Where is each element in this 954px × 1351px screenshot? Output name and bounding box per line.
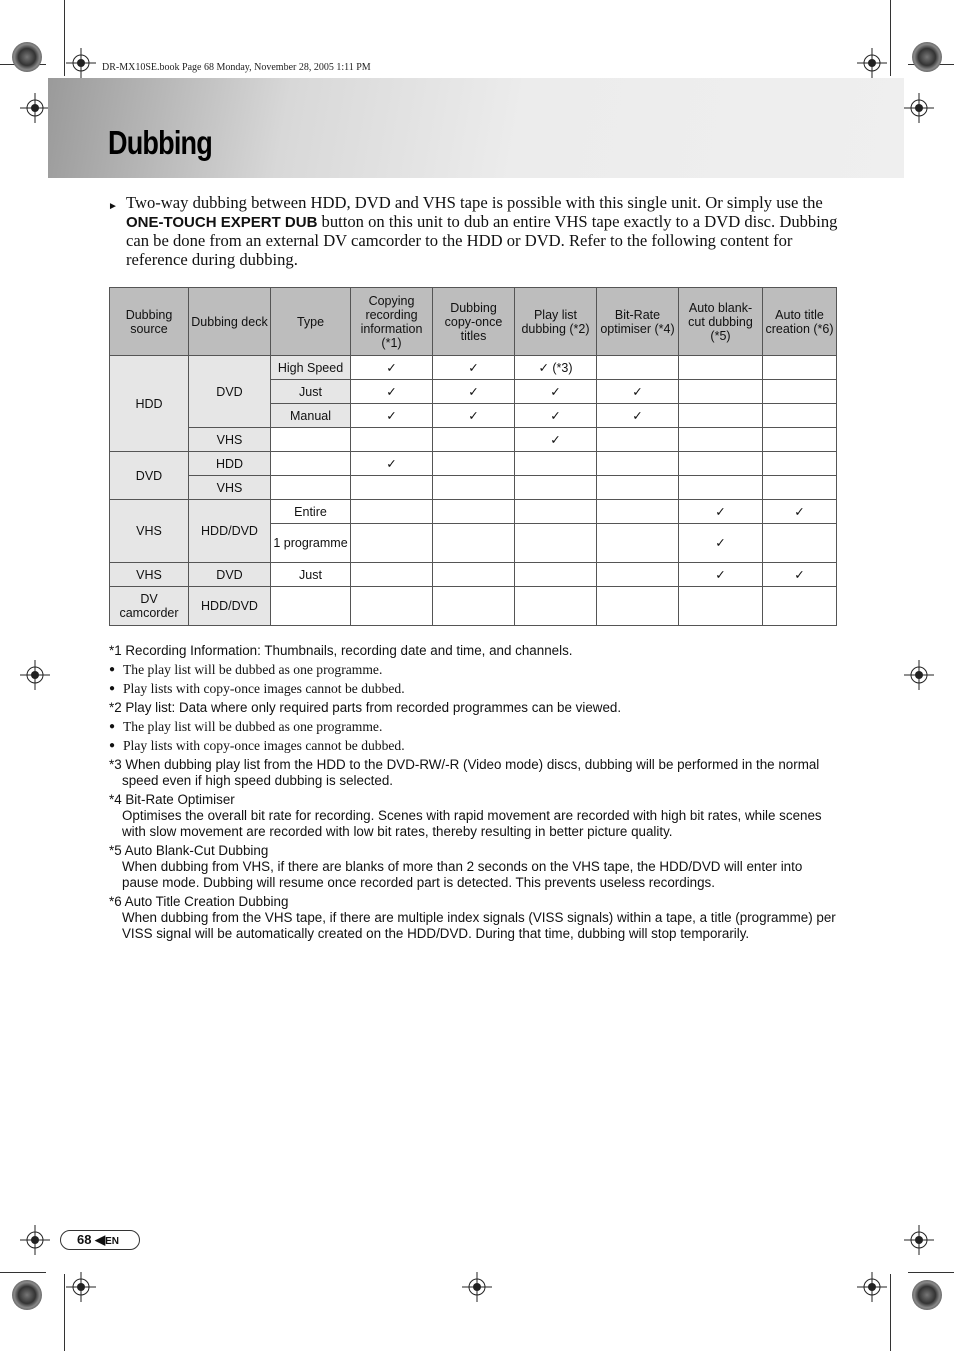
crosshair-icon <box>857 1272 887 1302</box>
check-icon: ✓ <box>351 452 433 476</box>
footnote-6: *6 Auto Title Creation Dubbing When dubbing from the VHS tape, if there are multiple index signals (VISS signals) within a tape, a title (programme) per VISS signal will be automatically created on the HDD/DVD. During that time, dubbing will stop temporarily. <box>109 894 836 941</box>
crop-mark <box>64 0 65 76</box>
cell-deck: VHS <box>189 428 271 452</box>
table-row <box>110 563 837 587</box>
cell-type: High Speed <box>271 356 351 380</box>
table-cell <box>515 476 597 500</box>
triangle-bullet-icon: ► <box>108 201 118 212</box>
cell-type: Just <box>271 380 351 404</box>
button-name: ONE-TOUCH EXPERT DUB <box>126 213 318 231</box>
crosshair-icon <box>857 48 887 78</box>
table-cell <box>597 587 679 626</box>
table-cell <box>763 452 837 476</box>
dubbing-table <box>109 287 837 626</box>
check-icon: ✓ <box>433 356 515 380</box>
bullet-dot-icon: ● <box>109 721 116 732</box>
table-cell <box>679 587 763 626</box>
check-icon: ✓ <box>351 380 433 404</box>
footnote-1: *1 Recording Information: Thumbnails, recording date and time, and channels. <box>109 643 573 658</box>
table-cell <box>351 563 433 587</box>
table-cell <box>763 356 837 380</box>
registration-disc-icon <box>912 42 942 72</box>
table-cell <box>679 380 763 404</box>
table-row <box>110 500 837 524</box>
cell-deck: DVD <box>189 563 271 587</box>
cell-source: VHS <box>110 500 189 563</box>
cell-type: Just <box>271 563 351 587</box>
table-row <box>110 452 837 476</box>
page-number: 68 <box>77 1232 92 1247</box>
crop-mark <box>890 0 891 76</box>
footnote-4: *4 Bit-Rate Optimiser Optimises the overall bit rate for recording. Scenes with rapid movement are recorded with high bit rates, while scenes with slow movement are recorded with low bit rates, thereby resulting in better picture quality. <box>109 792 822 839</box>
registration-disc-icon <box>12 42 42 72</box>
check-icon: ✓ <box>597 404 679 428</box>
arrow-left-icon: ◀ <box>95 1232 106 1247</box>
table-cell <box>433 476 515 500</box>
header-copying: Copying recording information (*1) <box>351 288 433 356</box>
table-cell <box>515 452 597 476</box>
footnote-bullet: ● Play lists with copy-once images cannot be dubbed. <box>109 738 405 753</box>
table-cell <box>597 452 679 476</box>
crosshair-icon <box>904 660 934 690</box>
table-cell <box>679 452 763 476</box>
cell-type: 1 programme <box>271 524 351 563</box>
table-cell <box>679 476 763 500</box>
cell-deck: HDD <box>189 452 271 476</box>
crosshair-icon <box>66 1272 96 1302</box>
table-cell <box>351 428 433 452</box>
footnote-2: *2 Play list: Data where only required parts from recorded programmes can be viewed. <box>109 700 622 715</box>
check-icon: ✓ <box>679 500 763 524</box>
cell-deck: HDD/DVD <box>189 587 271 626</box>
cell-deck: VHS <box>189 476 271 500</box>
check-icon: ✓ <box>433 404 515 428</box>
crosshair-icon <box>462 1272 492 1302</box>
cell-deck: HDD/DVD <box>189 500 271 563</box>
bullet-dot-icon: ● <box>109 683 116 694</box>
header-source: Dubbing source <box>110 288 189 356</box>
check-icon: ✓ <box>515 380 597 404</box>
table-cell <box>433 524 515 563</box>
cell-source: VHS <box>110 563 189 587</box>
crosshair-icon <box>904 1225 934 1255</box>
table-cell <box>515 500 597 524</box>
crop-mark <box>890 1274 891 1351</box>
table-cell <box>679 428 763 452</box>
page-title: Dubbing <box>108 124 212 161</box>
table-cell <box>433 452 515 476</box>
crosshair-icon <box>66 48 96 78</box>
footnote-bullet: ● Play lists with copy-once images cannot be dubbed. <box>109 681 405 696</box>
crop-mark <box>64 1274 65 1351</box>
table-cell <box>515 524 597 563</box>
cell-source: HDD <box>110 356 189 452</box>
table-cell <box>597 524 679 563</box>
table-cell <box>351 500 433 524</box>
intro-text-before: Two-way dubbing between HDD, DVD and VHS tape is possible with this single unit. Or simply use the <box>126 193 823 212</box>
cell-deck: DVD <box>189 356 271 428</box>
registration-disc-icon <box>912 1280 942 1310</box>
table-cell <box>597 500 679 524</box>
crosshair-icon <box>20 660 50 690</box>
header-playlist: Play list dubbing (*2) <box>515 288 597 356</box>
crop-mark <box>908 1272 954 1273</box>
table-cell <box>351 476 433 500</box>
table-cell <box>763 404 837 428</box>
table-cell <box>433 587 515 626</box>
table-row <box>110 428 837 452</box>
header-type: Type <box>271 288 351 356</box>
language-label: EN <box>105 1236 119 1247</box>
check-icon: ✓ <box>679 563 763 587</box>
table-cell <box>433 428 515 452</box>
crop-mark <box>0 1272 46 1273</box>
table-cell <box>433 500 515 524</box>
table-row <box>110 587 837 626</box>
header-deck: Dubbing deck <box>189 288 271 356</box>
intro-text-after: button on this unit to dub an entire VHS tape exactly to a DVD disc. Dubbing can be done from an external DV camcorder to the HDD or DVD. Refer to the following content for reference during dubbing. <box>126 211 838 269</box>
footnote-bullet: ● The play list will be dubbed as one programme. <box>109 719 383 734</box>
cell-type: Manual <box>271 404 351 428</box>
table-cell <box>271 428 351 452</box>
cell-source: DV camcorder <box>110 587 189 626</box>
footnote-5: *5 Auto Blank-Cut Dubbing When dubbing from VHS, if there are blanks of more than 2 seconds on the VHS tape, the HDD/DVD will enter into pause mode. Dubbing will resume once recorded part is detected. This prevents useless recordings. <box>109 843 803 890</box>
check-icon: ✓ <box>515 428 597 452</box>
table-cell <box>597 428 679 452</box>
bullet-dot-icon: ● <box>109 664 116 675</box>
book-header: DR-MX10SE.book Page 68 Monday, November 28, 2005 1:11 PM <box>102 62 371 73</box>
table-cell <box>515 587 597 626</box>
table-cell <box>763 428 837 452</box>
table-cell <box>763 587 837 626</box>
table-row <box>110 476 837 500</box>
table-cell <box>515 563 597 587</box>
table-cell <box>433 563 515 587</box>
table-cell <box>763 524 837 563</box>
table-cell <box>271 476 351 500</box>
check-icon: ✓ <box>515 404 597 428</box>
table-cell <box>763 380 837 404</box>
registration-disc-icon <box>12 1280 42 1310</box>
table-row <box>110 356 837 380</box>
bullet-dot-icon: ● <box>109 740 116 751</box>
cell-type: Entire <box>271 500 351 524</box>
table-cell <box>271 587 351 626</box>
table-cell <box>351 587 433 626</box>
check-icon: ✓ <box>763 500 837 524</box>
table-cell <box>351 524 433 563</box>
crosshair-icon <box>20 1225 50 1255</box>
footnote-bullet: ● The play list will be dubbed as one programme. <box>109 662 383 677</box>
intro-paragraph <box>108 194 838 269</box>
header-blank-cut: Auto blank-cut dubbing (*5) <box>679 288 763 356</box>
table-cell <box>271 452 351 476</box>
cell-source: DVD <box>110 452 189 500</box>
page-number-tab <box>60 1230 140 1250</box>
crosshair-icon <box>20 93 50 123</box>
check-icon: ✓ <box>433 380 515 404</box>
table-cell <box>679 404 763 428</box>
check-icon: ✓ <box>351 356 433 380</box>
crosshair-icon <box>904 93 934 123</box>
check-icon: ✓ <box>679 524 763 563</box>
table-cell <box>597 476 679 500</box>
header-bitrate: Bit-Rate optimiser (*4) <box>597 288 679 356</box>
table-header-row <box>110 288 837 356</box>
check-note3-cell: ✓ (*3) <box>515 356 597 380</box>
header-copy-once: Dubbing copy-once titles <box>433 288 515 356</box>
check-icon: ✓ <box>351 404 433 428</box>
check-icon: ✓ <box>763 563 837 587</box>
footnote-3: *3 When dubbing play list from the HDD to the DVD-RW/-R (Video mode) discs, dubbing will be performed in the normal speed even if high speed dubbing is selected. <box>109 757 820 788</box>
footnotes <box>109 643 839 945</box>
table-cell <box>597 563 679 587</box>
header-auto-title: Auto title creation (*6) <box>763 288 837 356</box>
table-cell <box>679 356 763 380</box>
table-cell <box>597 356 679 380</box>
table-cell <box>763 476 837 500</box>
check-icon: ✓ <box>597 380 679 404</box>
